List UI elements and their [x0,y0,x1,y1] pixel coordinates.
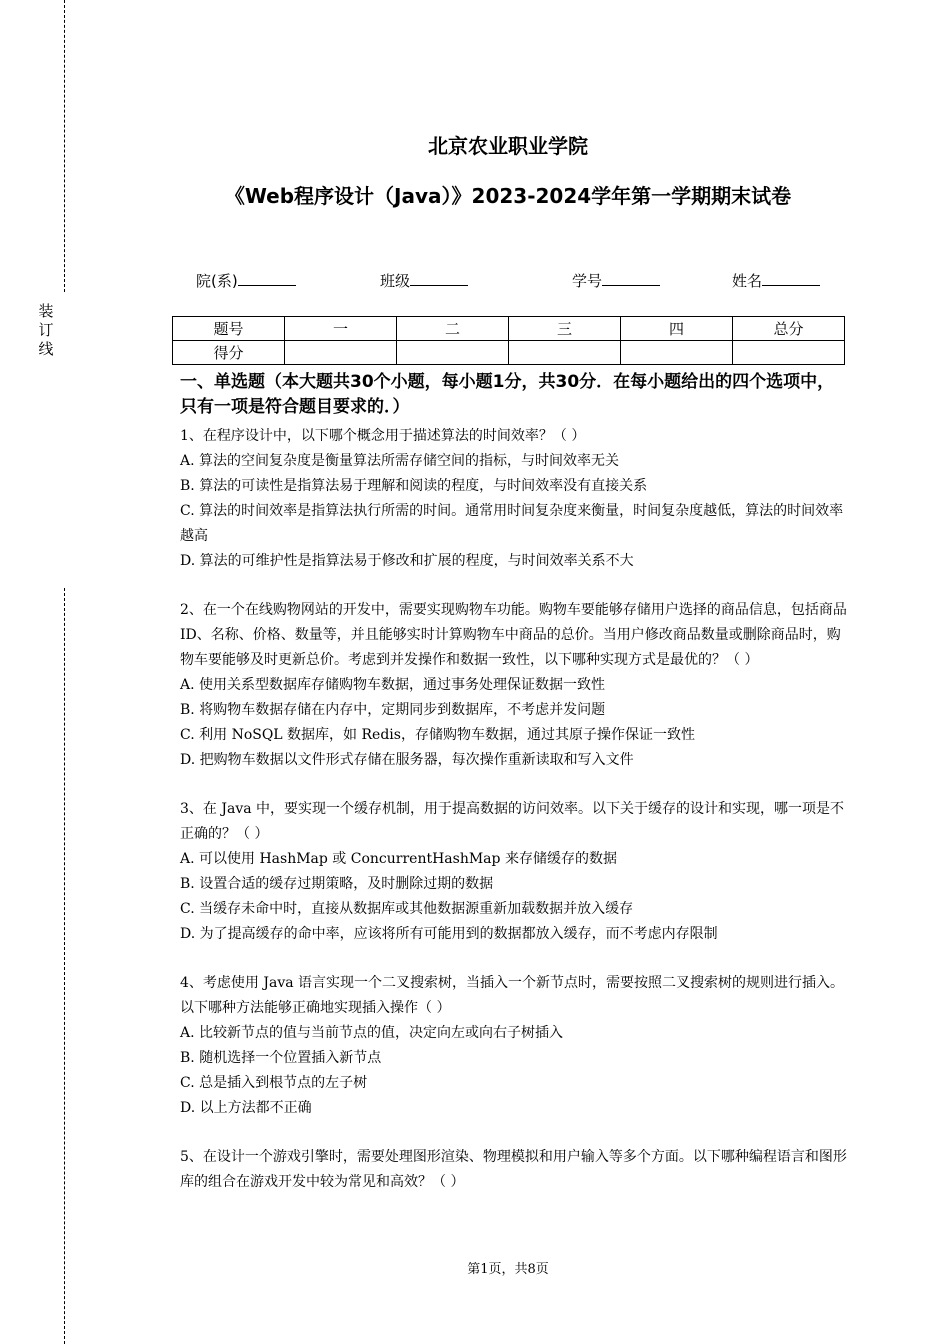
question-option: C. 算法的时间效率是指算法执行所需的时间。通常用时间复杂度来衡量，时间复杂度越低，算法的时间效率越高 [180,503,844,544]
student-id-field[interactable] [572,270,660,291]
question-5 [180,1145,850,1195]
question-1 [180,424,850,574]
question-option: D. 算法的可维护性是指算法易于修改和扩展的程度，与时间效率关系不大 [180,553,634,569]
question-option: D. 把购物车数据以文件形式存储在服务器，每次操作重新读取和写入文件 [180,752,634,768]
score-cell[interactable] [285,341,397,365]
score-cell[interactable] [397,341,509,365]
question-option: D. 以上方法都不正确 [180,1100,312,1116]
score-cell[interactable] [733,341,845,365]
question-stem: 5、在设计一个游戏引擎时，需要处理图形渲染、物理模拟和用户输入等多个方面。以下哪种编程语言和图形库的组合在游戏开发中较为常见和高效？（ ） [180,1149,847,1190]
score-cell[interactable] [621,341,733,365]
question-option: A. 可以使用 HashMap 或 ConcurrentHashMap 来存储缓存的数据 [180,851,617,867]
question-4 [180,971,850,1121]
binding-dashed-line-bottom [64,588,65,1344]
score-table-column: 四 [621,317,733,341]
department-field[interactable] [196,270,296,291]
score-cell[interactable] [509,341,621,365]
department-label: 院(系) [196,272,238,290]
class-blank[interactable] [410,271,468,286]
binding-label-char: 订 [38,321,54,339]
score-table-column: 二 [397,317,509,341]
institution-title: 北京农业职业学院 [428,134,588,158]
exam-title: 《Web程序设计（Java）》2023-2024学年第一学期期末试卷 [224,184,792,208]
score-table-column: 三 [509,317,621,341]
question-stem: 4、考虑使用 Java 语言实现一个二叉搜索树，当插入一个新节点时，需要按照二叉搜索树的规则进行插入。以下哪种方法能够正确地实现插入操作（ ） [180,975,845,1016]
student-id-blank[interactable] [602,271,660,286]
question-option: D. 为了提高缓存的命中率，应该将所有可能用到的数据都放入缓存，而不考虑内存限制 [180,926,718,942]
question-3 [180,797,850,947]
binding-label-char: 线 [38,340,54,358]
question-2 [180,598,850,773]
score-table-column: 一 [285,317,397,341]
question-option: B. 算法的可读性是指算法易于理解和阅读的程度，与时间效率没有直接关系 [180,478,648,494]
name-blank[interactable] [762,271,820,286]
question-option: A. 比较新节点的值与当前节点的值，决定向左或向右子树插入 [180,1025,564,1041]
question-option: B. 设置合适的缓存过期策略，及时删除过期的数据 [180,876,494,892]
score-table [172,316,845,365]
binding-label-char: 装 [38,302,54,320]
question-option: C. 总是插入到根节点的左子树 [180,1075,368,1091]
department-blank[interactable] [238,271,296,286]
question-option: B. 随机选择一个位置插入新节点 [180,1050,382,1066]
student-id-label: 学号 [572,272,603,290]
question-option: B. 将购物车数据存储在内存中，定期同步到数据库，不考虑并发问题 [180,702,606,718]
binding-label [36,302,56,359]
question-stem: 3、在 Java 中，要实现一个缓存机制，用于提高数据的访问效率。以下关于缓存的设计和实现，哪一项是不正确的？（ ） [180,801,845,842]
question-option: A. 算法的空间复杂度是衡量算法所需存储空间的指标，与时间效率无关 [180,453,620,469]
question-stem: 1、在程序设计中，以下哪个概念用于描述算法的时间效率？（ ） [180,428,586,444]
class-label: 班级 [380,272,411,290]
score-table-row-label: 得分 [173,341,285,365]
question-option: C. 利用 NoSQL 数据库，如 Redis，存储购物车数据，通过其原子操作保证一致性 [180,727,695,743]
score-table-score-row [173,341,845,365]
name-field[interactable] [732,270,820,291]
page-footer: 第1页，共8页 [467,1262,549,1277]
score-table-header-label: 题号 [173,317,285,341]
exam-content [180,370,850,1195]
score-table-column: 总分 [733,317,845,341]
question-stem: 2、在一个在线购物网站的开发中，需要实现购物车功能。购物车要能够存储用户选择的商品信息，包括商品 ID、名称、价格、数量等，并且能够实时计算购物车中商品的总价。当用户修改商品数量或删除商品时，购物车要能够及时更新总价。考虑到并发操作和数据一致性，以下哪种实现方式是最优的？（ ） [180,602,847,668]
score-table-header-row [173,317,845,341]
question-option: A. 使用关系型数据库存储购物车数据，通过事务处理保证数据一致性 [180,677,606,693]
class-field[interactable] [380,270,468,291]
name-label: 姓名 [732,272,763,290]
section-heading: 一、单选题（本大题共30个小题，每小题1分，共30分．在每小题给出的四个选项中，只有一项是符合题目要求的．） [180,372,835,417]
question-option: C. 当缓存未命中时，直接从数据库或其他数据源重新加载数据并放入缓存 [180,901,634,917]
